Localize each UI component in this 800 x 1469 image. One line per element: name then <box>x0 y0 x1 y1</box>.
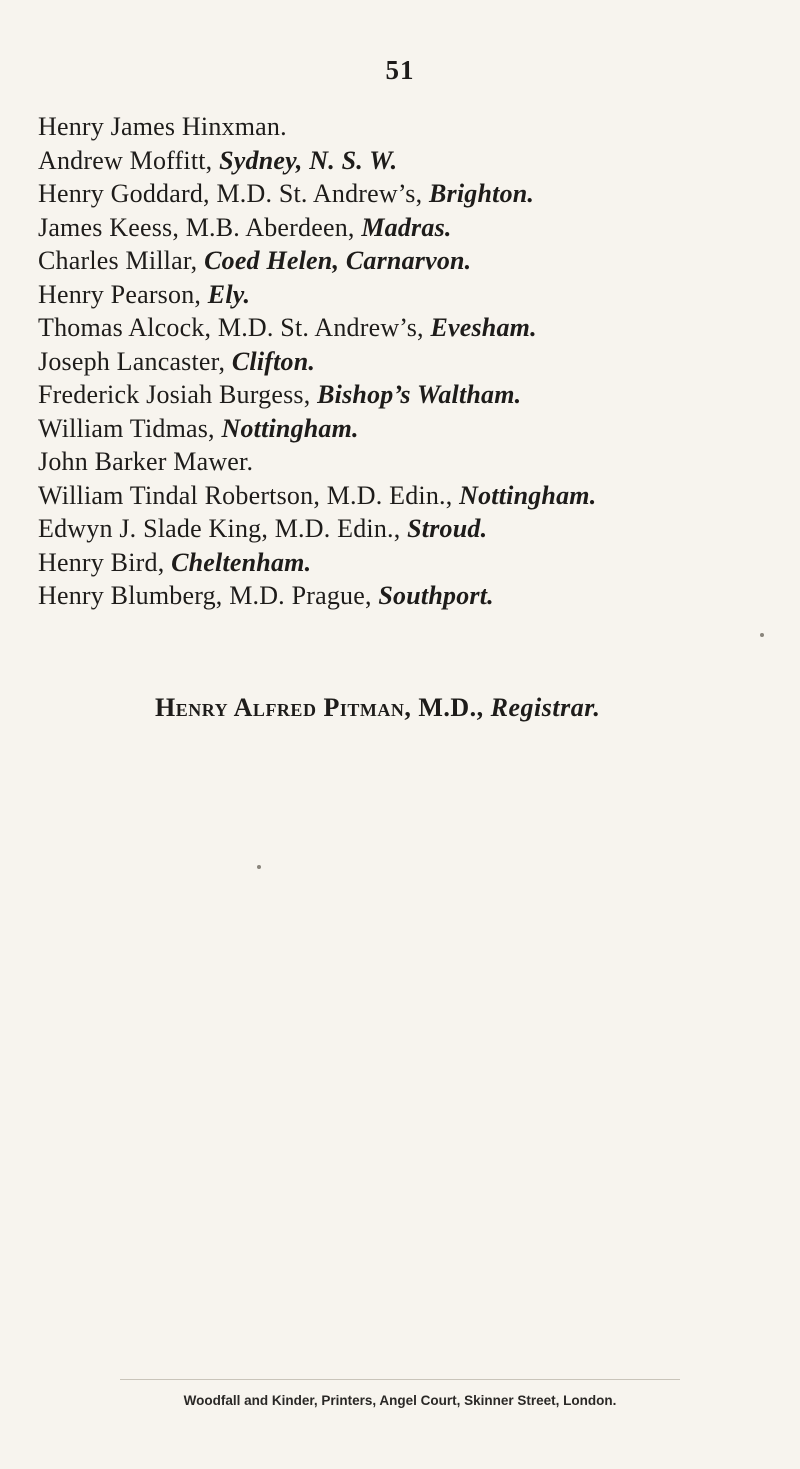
member-name: William Tidmas, <box>38 413 222 443</box>
member-name: Henry James Hinxman. <box>38 112 287 141</box>
member-name: Thomas Alcock, M.D. St. Andrew’s, <box>38 313 431 342</box>
member-name: Henry Pearson, <box>38 279 208 309</box>
member-name: Frederick Josiah Burgess, <box>38 380 318 409</box>
list-item <box>38 211 790 245</box>
member-place: Evesham. <box>430 313 537 342</box>
member-place: Stroud. <box>407 514 488 543</box>
member-place: Nottingham. <box>459 480 597 510</box>
member-list <box>38 110 790 613</box>
member-name: Joseph Lancaster, <box>38 346 232 376</box>
member-name: Henry Goddard, M.D. St. Andrew’s, <box>38 179 429 208</box>
list-item <box>38 244 790 278</box>
member-place: Ely. <box>207 279 251 309</box>
member-name: William Tindal Robertson, M.D. Edin., <box>38 480 460 510</box>
list-item <box>38 546 790 580</box>
member-place: Bishop’s Waltham. <box>317 380 522 409</box>
member-name: Charles Millar, <box>38 246 205 275</box>
member-place: Brighton. <box>429 179 535 208</box>
registrar-title: Registrar. <box>490 693 601 722</box>
member-place: Cheltenham. <box>171 547 312 577</box>
page-number: 51 <box>385 55 415 85</box>
list-item <box>38 512 790 546</box>
member-place: Coed Helen, Carnarvon. <box>204 246 472 275</box>
footer-divider <box>120 1379 680 1380</box>
list-item <box>38 378 790 412</box>
stray-ink-mark <box>257 865 261 869</box>
member-place: Sydney, N. S. W. <box>219 145 398 175</box>
list-item <box>38 311 790 345</box>
list-item <box>38 110 790 144</box>
member-place: Nottingham. <box>221 413 359 443</box>
member-name: Andrew Moffitt, <box>38 145 220 175</box>
member-name: Edwyn J. Slade King, M.D. Edin., <box>38 514 408 543</box>
list-item <box>38 177 790 211</box>
list-item <box>38 479 790 513</box>
member-name: Henry Blumberg, M.D. Prague, <box>38 581 379 610</box>
member-place: Southport. <box>378 581 494 610</box>
registrar-signature <box>155 693 795 723</box>
stray-ink-mark <box>760 633 764 637</box>
member-place: Madras. <box>361 212 452 242</box>
printer-imprint: Woodfall and Kinder, Printers, Angel Court, Skinner Street, London. <box>183 1393 617 1408</box>
member-name: Henry Bird, <box>38 547 172 577</box>
list-item <box>38 412 790 446</box>
list-item <box>38 445 790 479</box>
list-item <box>38 345 790 379</box>
member-name: John Barker Mawer. <box>38 447 254 476</box>
registrar-name: Henry Alfred Pitman, M.D., <box>155 693 491 722</box>
member-place: Clifton. <box>231 346 316 376</box>
list-item <box>38 278 790 312</box>
member-name: James Keess, M.B. Aberdeen, <box>38 212 362 242</box>
list-item <box>38 579 790 613</box>
list-item <box>38 144 790 178</box>
